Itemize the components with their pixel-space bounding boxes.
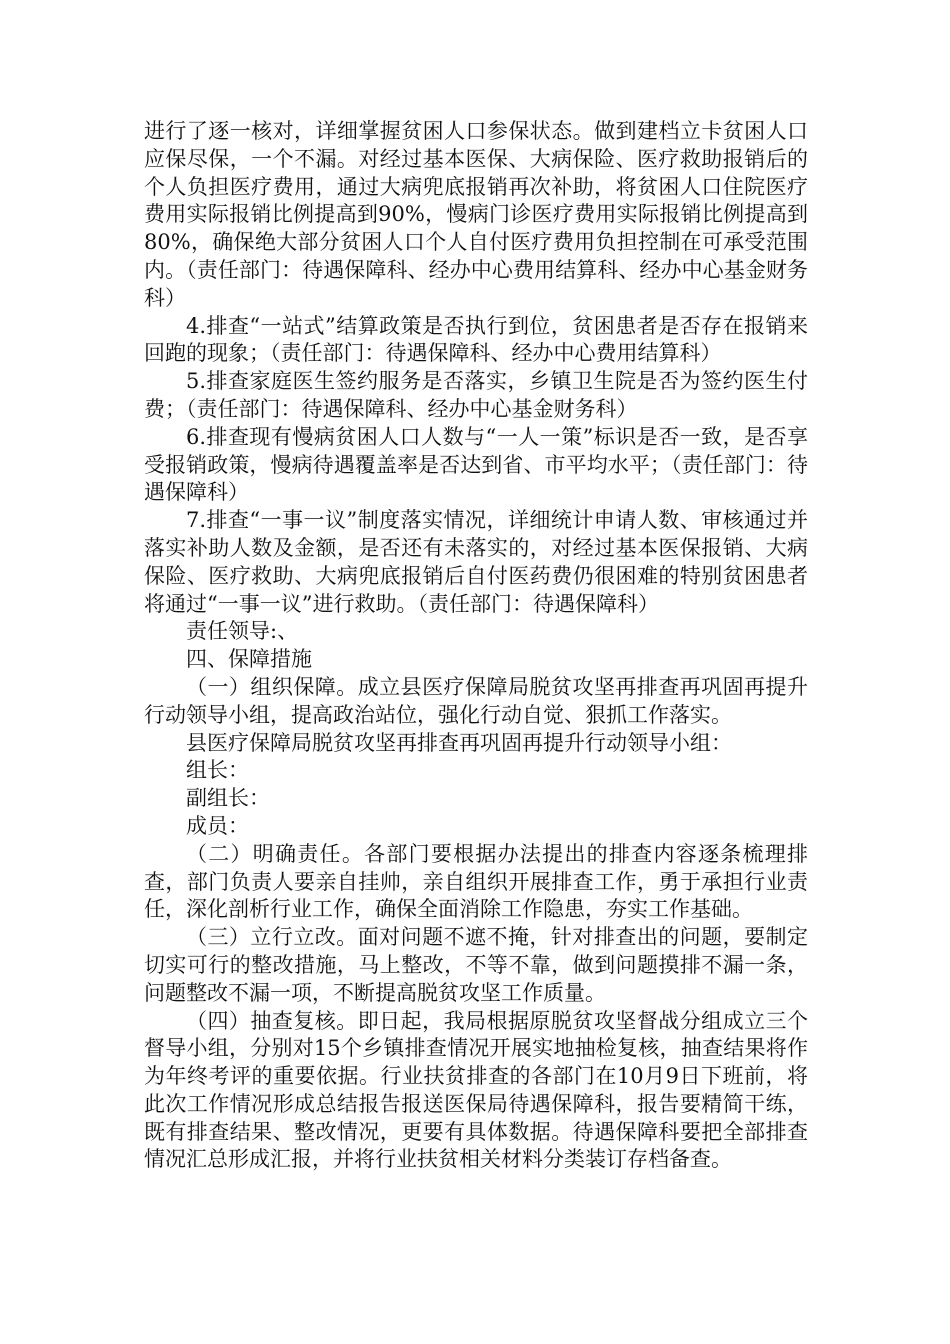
paragraph-responsibility: （二）明确责任。各部门要根据办法提出的排查内容逐条梳理排查，部门负责人要亲自挂帅，亲自组织开展排查工作，勇于承担行业责任，深化剖析行业工作，确保全面消除工作隐患，夯实工作基础。 bbox=[144, 841, 808, 922]
paragraph-item-5: 5.排查家庭医生签约服务是否落实，乡镇卫生院是否为签约医生付费；（责任部门：待遇保障科、经办中心基金财务科） bbox=[144, 369, 808, 421]
paragraph-members: 成员： bbox=[186, 813, 249, 838]
paragraph-leading-group: 县医疗保障局脱贫攻坚再排查再巩固再提升行动领导小组： bbox=[186, 730, 732, 755]
paragraph-item-6: 6.排查现有慢病贫困人口人数与“一人一策”标识是否一致，是否享受报销政策，慢病待遇覆盖率是否达到省、市平均水平；（责任部门：待遇保障科） bbox=[144, 424, 808, 505]
paragraph-item-7: 7.排查“一事一议”制度落实情况，详细统计申请人数、审核通过并落实补助人数及金额，是否还有未落实的，对经过基本医保报销、大病保险、医疗救助、大病兜底报销后自付医药费仍很困难的特别贫困患者将通过“一事一议”进行救助。（责任部门：待遇保障科） bbox=[144, 508, 808, 616]
section-heading-safeguards: 四、保障措施 bbox=[186, 647, 312, 672]
paragraph-rectification: （三）立行立改。面对问题不遮不掩，针对排查出的问题，要制定切实可行的整改措施，马上整改，不等不靠，做到问题摸排不漏一条，问题整改不漏一项，不断提高脱贫攻坚工作质量。 bbox=[144, 925, 808, 1005]
paragraph-group-leader: 组长： bbox=[186, 758, 249, 783]
paragraph-organization: （一）组织保障。成立县医疗保障局脱贫攻坚再排查再巩固再提升行动领导小组，提高政治站位，强化行动自觉、狠抓工作落实。 bbox=[144, 674, 808, 727]
paragraph-responsible-leader: 责任领导:、 bbox=[186, 619, 299, 644]
document-body bbox=[144, 118, 808, 1174]
paragraph-continuation: 进行了逐一核对，详细掌握贫困人口参保状态。做到建档立卡贫困人口应保尽保，一个不漏。对经过基本医保、大病保险、医疗救助报销后的个人负担医疗费用，通过大病兜底报销再次补助，将贫困人口住院医疗费用实际报销比例提高到90%，慢病门诊医疗费用实际报销比例提高到80%，确保绝大部分贫困人口个人自付医疗费用负担控制在可承受范围内。（责任部门：待遇保障科、经办中心费用结算科、经办中心基金财务科） bbox=[144, 119, 808, 310]
paragraph-deputy-leader: 副组长： bbox=[186, 786, 270, 811]
paragraph-item-4: 4.排查“一站式”结算政策是否执行到位，贫困患者是否存在报销来回跑的现象；（责任部门：待遇保障科、经办中心费用结算科） bbox=[144, 313, 808, 366]
paragraph-spot-check: （四）抽查复核。即日起，我局根据原脱贫攻坚督战分组成立三个督导小组，分别对15个乡镇排查情况开展实地抽检复核，抽查结果将作为年终考评的重要依据。行业扶贫排查的各部门在10月9日下班前，将此次工作情况形成总结报告报送医保局待遇保障科，报告要精简干练，既有排查结果、整改情况，更要有具体数据。待遇保障科要把全部排查情况汇总形成汇报，并将行业扶贫相关材料分类装订存档备查。 bbox=[144, 1008, 808, 1172]
